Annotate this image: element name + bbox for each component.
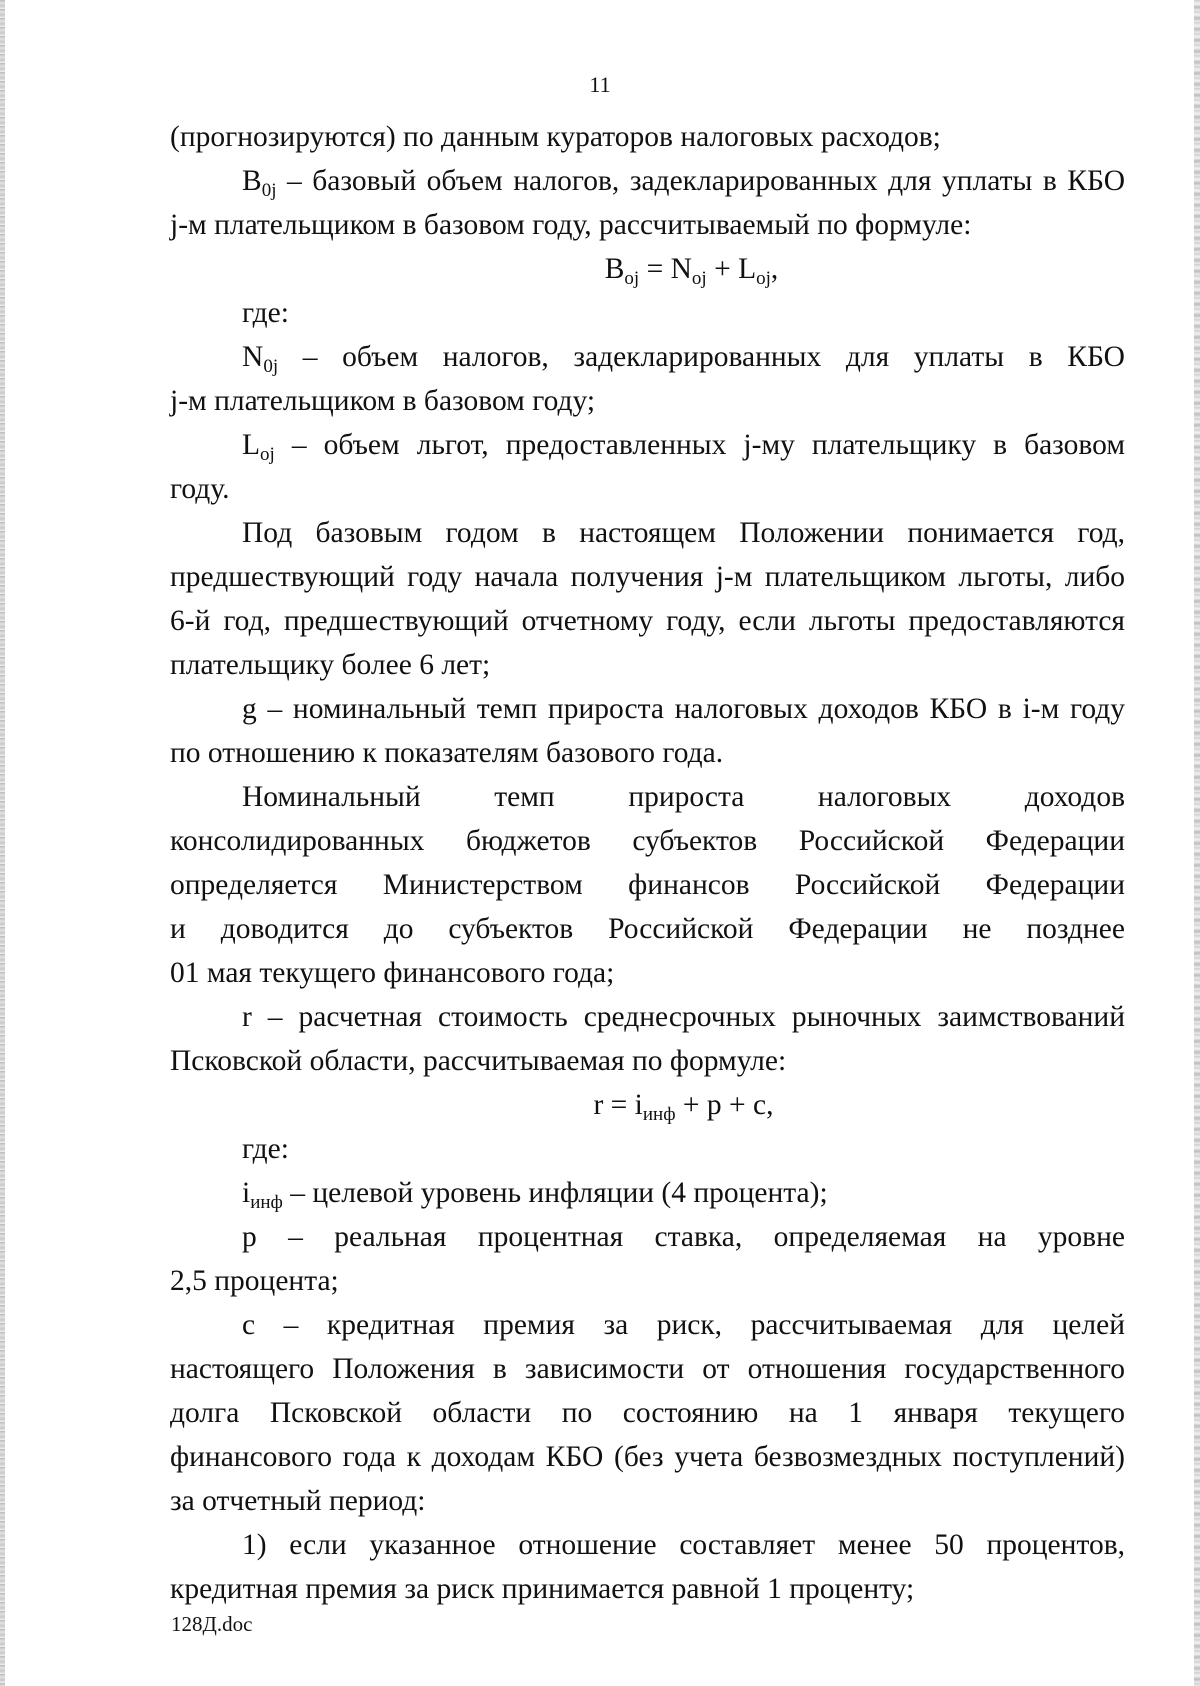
where-label-2	[170, 1127, 1125, 1171]
paragraph-base-year-2	[170, 555, 1125, 599]
paragraph-r	[170, 995, 1125, 1039]
scan-edge-right	[1194, 0, 1200, 1686]
subscript: oj	[691, 268, 707, 289]
paragraph-item-1-cont	[170, 1567, 1125, 1611]
formula-boj	[258, 247, 1125, 291]
paragraph-p-cont	[170, 1259, 1125, 1303]
page-number: 11	[589, 72, 611, 97]
subscript: oj	[756, 268, 771, 289]
paragraph-b0j	[170, 159, 1125, 203]
document-body	[170, 115, 1125, 1611]
paragraph-r-cont	[170, 1039, 1125, 1083]
formula-term: = N	[639, 253, 692, 285]
text-line: p – реальная процентная ставка, определяемая на уровне	[242, 1221, 1125, 1253]
paragraph-nominal-4	[170, 907, 1125, 951]
text-line: плательщику более 6 лет;	[170, 649, 491, 681]
paragraph-loj-cont	[170, 467, 1125, 511]
formula-term: ,	[770, 253, 779, 285]
symbol-n: N	[242, 341, 264, 373]
paragraph-n0j-cont	[170, 379, 1125, 423]
text-line: и доводится до субъектов Российской Федерации не позднее	[170, 913, 1125, 945]
paragraph-base-year-3	[170, 599, 1125, 643]
text-line: r – расчетная стоимость среднесрочных рыночных заимствований	[242, 1001, 1125, 1033]
symbol-l: L	[242, 429, 261, 461]
text-line: Псковской области, рассчитываемая по формуле:	[170, 1045, 787, 1077]
paragraph-inflation	[170, 1171, 1125, 1215]
text-line: – целевой уровень инфляции (4 процента);	[282, 1177, 828, 1209]
paragraph-nominal-3	[170, 863, 1125, 907]
formula-r	[242, 1083, 1125, 1127]
paragraph-base-year-4	[170, 643, 1125, 687]
paragraph-nominal-5	[170, 951, 1125, 995]
text-line: по отношению к показателям базового года.	[170, 737, 724, 769]
text-line: консолидированных бюджетов субъектов Российской Федерации	[170, 825, 1125, 857]
subscript: инф	[642, 1104, 676, 1125]
paragraph-nominal	[170, 775, 1125, 819]
text-line: настоящего Положения в зависимости от отношения государственного	[170, 1353, 1125, 1385]
text-line: 6-й год, предшествующий отчетному году, если льготы предоставляются	[170, 605, 1125, 637]
footer-filename: 128Д.doc	[171, 1612, 253, 1636]
paragraph-item-1	[170, 1523, 1125, 1567]
symbol-b: B	[242, 165, 262, 197]
text-line: c – кредитная премия за риск, рассчитываемая для целей	[242, 1309, 1125, 1341]
paragraph-b0j-cont	[170, 203, 1125, 247]
paragraph-c-2	[170, 1347, 1125, 1391]
paragraph-c-3	[170, 1391, 1125, 1435]
text-line: где:	[242, 1133, 289, 1165]
text-line: – базовый объем налогов, задекларированных для уплаты в КБО	[276, 165, 1125, 197]
text-line: j-м плательщиком в базовом году;	[170, 385, 596, 417]
paragraph-g-cont	[170, 731, 1125, 775]
where-label	[170, 291, 1125, 335]
paragraph-c	[170, 1303, 1125, 1347]
subscript: 0j	[261, 180, 277, 201]
text-line: долга Псковской области по состоянию на 1 января текущего	[170, 1397, 1125, 1429]
subscript: 0j	[263, 356, 279, 377]
subscript: oj	[624, 268, 640, 289]
scan-edge-left	[0, 0, 5, 1686]
text-line: определяется Министерством финансов Российской Федерации	[170, 869, 1125, 901]
text-line: 2,5 процента;	[170, 1265, 339, 1297]
paragraph-g	[170, 687, 1125, 731]
paragraph-c-4	[170, 1435, 1125, 1479]
text-line: году.	[170, 473, 230, 505]
text-line: (прогнозируются) по данным кураторов налоговых расходов;	[170, 121, 941, 153]
paragraph-n0j	[170, 335, 1125, 379]
formula-term: + p + c,	[675, 1089, 774, 1121]
text-line: g – номинальный темп прироста налоговых доходов КБО в i-м году	[242, 693, 1125, 725]
formula-term: + L	[706, 253, 757, 285]
paragraph-c-5	[170, 1479, 1125, 1523]
text-line: 01 мая текущего финансового года;	[170, 957, 615, 989]
text-line: Номинальный темп прироста налоговых доходов	[242, 781, 1125, 813]
paragraph-base-year	[170, 511, 1125, 555]
subscript: oj	[260, 444, 275, 465]
text-line: 1) если указанное отношение составляет менее 50 процентов,	[242, 1529, 1125, 1561]
formula-term: r = i	[593, 1089, 643, 1121]
subscript: инф	[250, 1192, 283, 1213]
text-line: Под базовым годом в настоящем Положении понимается год,	[242, 517, 1125, 549]
text-line: кредитная премия за риск принимается равной 1 проценту;	[170, 1573, 915, 1605]
paragraph-p	[170, 1215, 1125, 1259]
paragraph-forecast	[170, 115, 1125, 159]
paragraph-loj	[170, 423, 1125, 467]
text-line: где:	[242, 297, 289, 329]
text-line: за отчетный период:	[170, 1485, 426, 1517]
text-line: j-м плательщиком в базовом году, рассчитываемый по формуле:	[170, 209, 972, 241]
formula-term: B	[604, 253, 625, 285]
text-line: – объем льгот, предоставленных j-му плательщику в базовом	[274, 429, 1125, 461]
symbol-i: i	[242, 1177, 251, 1209]
paragraph-nominal-2	[170, 819, 1125, 863]
text-line: предшествующий году начала получения j-м плательщиком льготы, либо	[170, 561, 1125, 593]
text-line: финансового года к доходам КБО (без учета безвозмездных поступлений)	[170, 1441, 1125, 1473]
text-line: – объем налогов, задекларированных для уплаты в КБО	[278, 341, 1125, 373]
